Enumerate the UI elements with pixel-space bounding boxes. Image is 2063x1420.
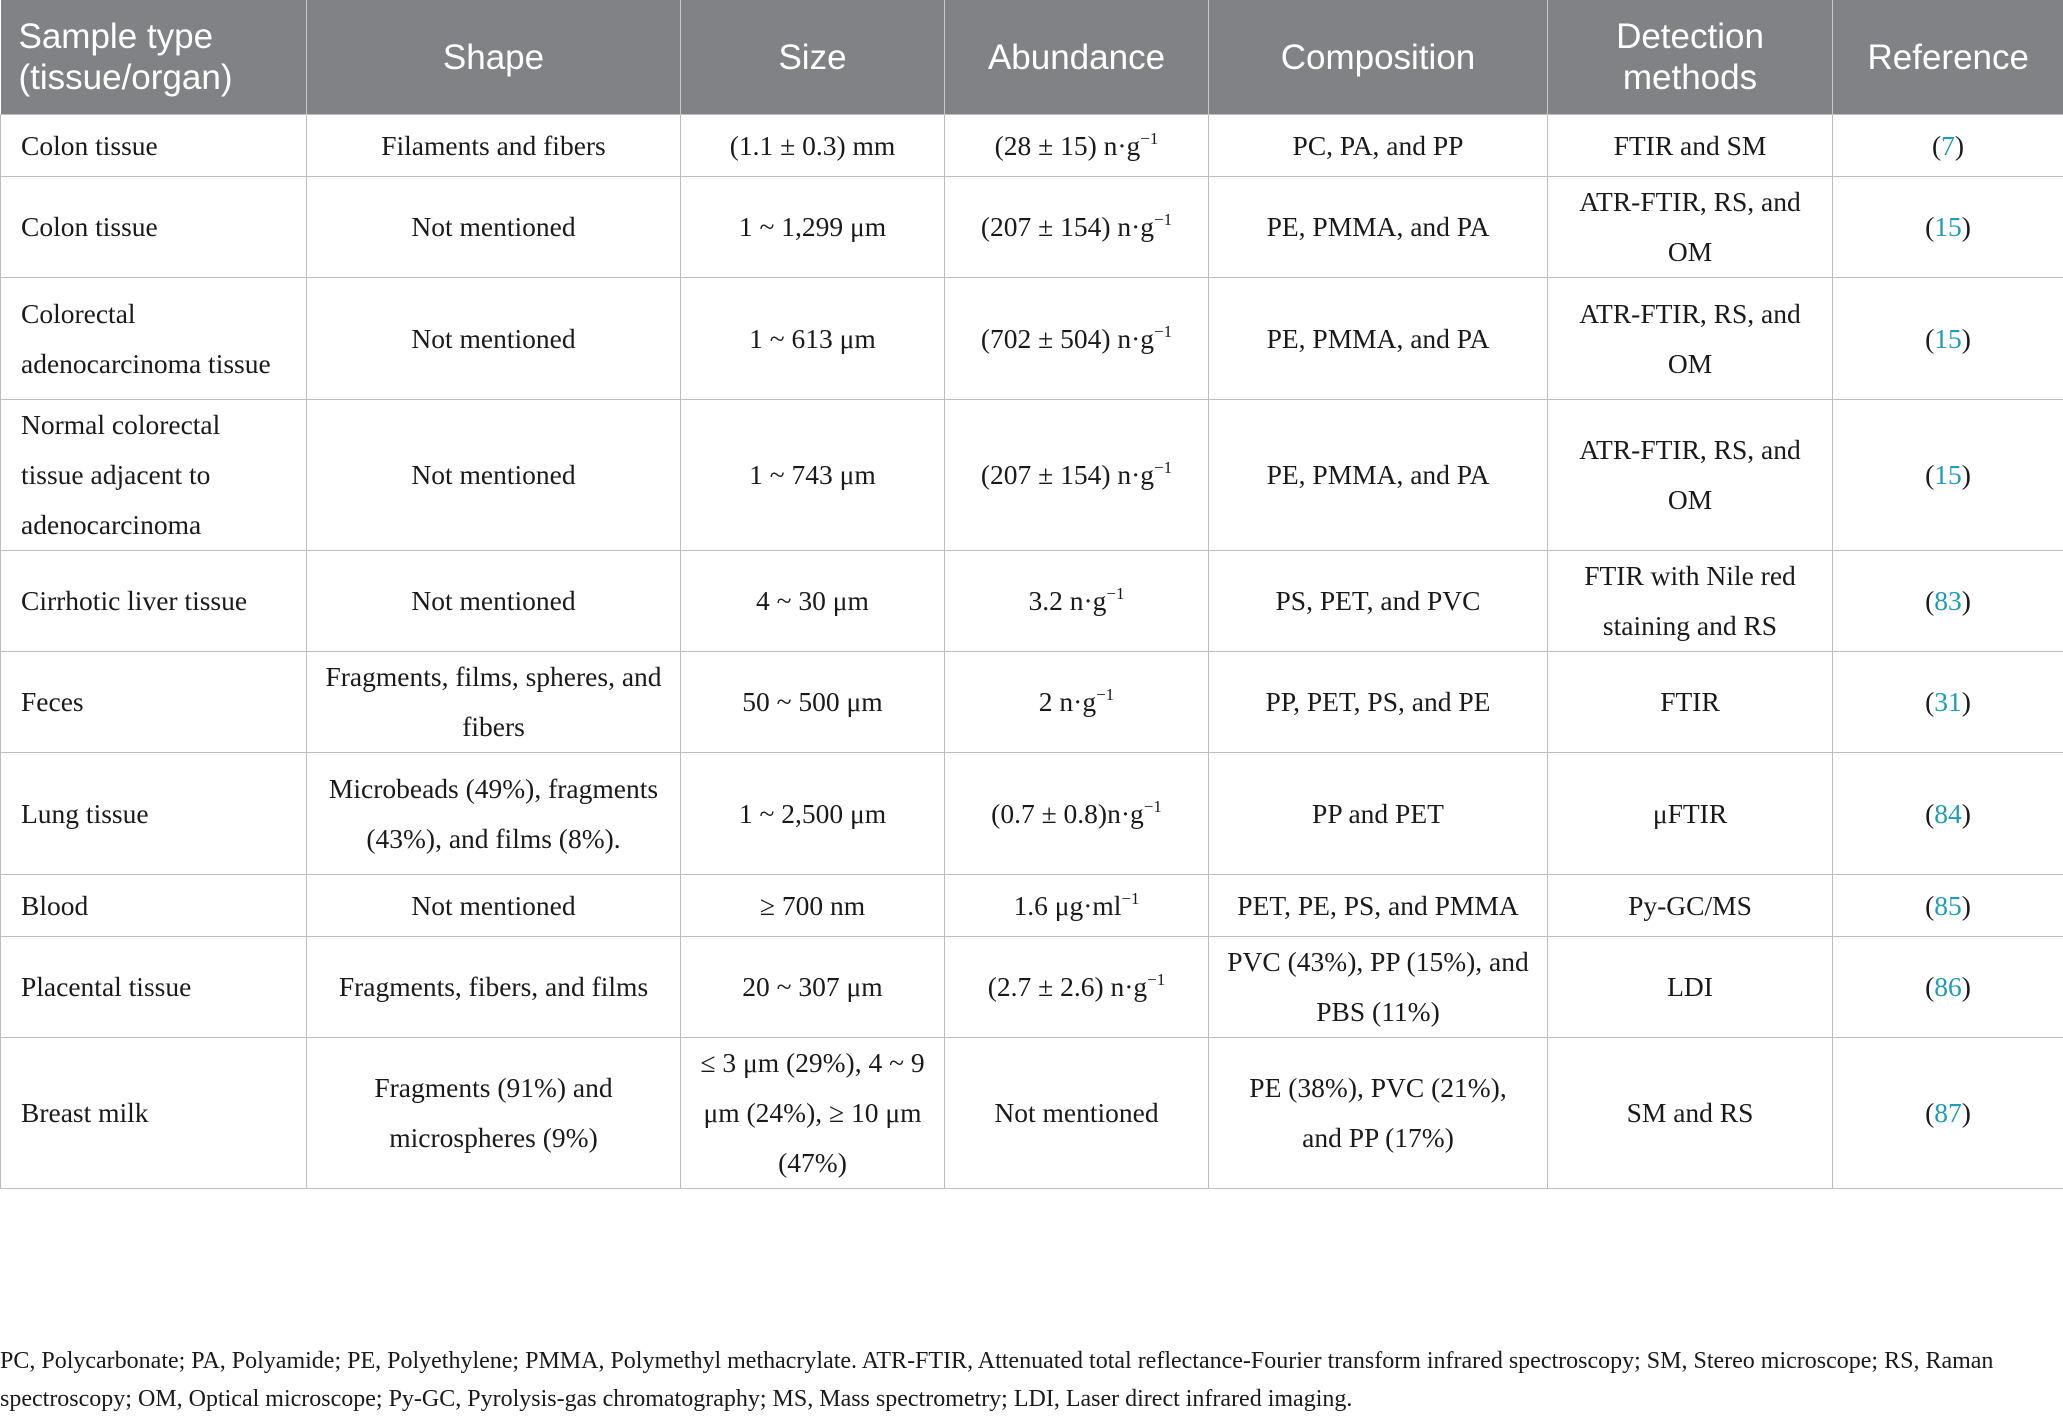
abundance-value: 1.6 μg·ml <box>1013 889 1122 921</box>
table-row <box>1 278 2063 400</box>
cell-sample-type: Feces <box>1 652 307 753</box>
cell-size: 1 ~ 613 μm <box>681 278 945 400</box>
reference-open-paren: ( <box>1925 889 1935 921</box>
table-row <box>1 937 2063 1038</box>
cell-reference <box>1833 177 2063 278</box>
reference-link[interactable]: 84 <box>1934 797 1962 829</box>
reference-close-paren: ) <box>1961 1097 1971 1128</box>
cell-detection-method: Py-GC/MS <box>1548 875 1833 937</box>
cell-size: 1 ~ 1,299 μm <box>681 177 945 278</box>
cell-detection-method: ATR-FTIR, RS, and OM <box>1548 400 1833 551</box>
header-composition: Composition <box>1209 0 1548 115</box>
abundance-unit-exponent: −1 <box>1106 584 1125 603</box>
header-detection-methods: Detection methods <box>1548 0 1833 115</box>
cell-abundance <box>945 753 1209 875</box>
cell-shape: Not mentioned <box>307 177 681 278</box>
reference-link[interactable]: 15 <box>1934 322 1962 354</box>
reference-close-paren: ) <box>1961 686 1971 717</box>
cell-shape: Filaments and fibers <box>307 115 681 177</box>
cell-size: ≤ 3 μm (29%), 4 ~ 9 μm (24%), ≥ 10 μm (47%) <box>681 1038 945 1189</box>
abundance-value: Not mentioned <box>994 1097 1159 1128</box>
reference-link[interactable]: 86 <box>1934 971 1962 1002</box>
abundance-value: (0.7 ± 0.8)n·g <box>991 797 1144 829</box>
cell-size: 1 ~ 2,500 μm <box>681 753 945 875</box>
cell-composition: PE, PMMA, and PA <box>1209 278 1548 400</box>
cell-shape: Microbeads (49%), fragments (43%), and films (8%). <box>307 753 681 875</box>
cell-reference <box>1833 115 2063 177</box>
reference-open-paren: ( <box>1925 686 1935 717</box>
header-row <box>1 0 2063 115</box>
header-reference: Reference <box>1833 0 2063 115</box>
cell-composition: PET, PE, PS, and PMMA <box>1209 875 1548 937</box>
abundance-unit-exponent: −1 <box>1154 321 1173 341</box>
cell-abundance <box>945 937 1209 1038</box>
table-footnote: PC, Polycarbonate; PA, Polyamide; PE, Polyethylene; PMMA, Polymethyl methacrylate. ATR-FTIR, Attenuated total reflectance-Fourier transform infrared spectroscopy; SM, Stereo microscope; RS, Raman spectroscopy; OM, Optical microscope; Py-GC, Pyrolysis-gas chromatography; MS, Mass spectrometry; LDI, Laser direct infrared imaging. <box>0 1348 1994 1412</box>
reference-open-paren: ( <box>1925 1097 1935 1128</box>
header-shape: Shape <box>307 0 681 115</box>
cell-composition: PS, PET, and PVC <box>1209 551 1548 652</box>
reference-close-paren: ) <box>1961 459 1971 490</box>
reference-link[interactable]: 85 <box>1934 889 1962 921</box>
reference-link[interactable]: 7 <box>1941 129 1955 161</box>
reference-open-paren: ( <box>1925 971 1935 1002</box>
cell-reference <box>1833 652 2063 753</box>
cell-abundance <box>945 400 1209 551</box>
abundance-value: (28 ± 15) n·g <box>994 129 1141 161</box>
cell-composition: PP and PET <box>1209 753 1548 875</box>
reference-link[interactable]: 83 <box>1934 585 1962 616</box>
reference-link[interactable]: 15 <box>1934 459 1962 490</box>
cell-sample-type: Colon tissue <box>1 115 307 177</box>
cell-sample-type: Breast milk <box>1 1038 307 1189</box>
cell-detection-method: FTIR with Nile red staining and RS <box>1548 551 1833 652</box>
table-row <box>1 177 2063 278</box>
cell-reference <box>1833 278 2063 400</box>
cell-abundance <box>945 875 1209 937</box>
cell-detection-method: μFTIR <box>1548 753 1833 875</box>
reference-open-paren: ( <box>1925 797 1935 829</box>
reference-close-paren: ) <box>1961 585 1971 616</box>
cell-sample-type: Placental tissue <box>1 937 307 1038</box>
cell-detection-method: LDI <box>1548 937 1833 1038</box>
table-row <box>1 652 2063 753</box>
abundance-unit-exponent: −1 <box>1154 458 1173 477</box>
table-row <box>1 875 2063 937</box>
table-row <box>1 400 2063 551</box>
cell-shape: Not mentioned <box>307 875 681 937</box>
cell-abundance <box>945 551 1209 652</box>
abundance-unit-exponent: −1 <box>1143 796 1162 816</box>
cell-sample-type: Lung tissue <box>1 753 307 875</box>
cell-size: 1 ~ 743 μm <box>681 400 945 551</box>
reference-link[interactable]: 15 <box>1934 211 1962 242</box>
reference-close-paren: ) <box>1961 889 1971 921</box>
abundance-unit-exponent: −1 <box>1121 888 1140 908</box>
reference-close-paren: ) <box>1961 797 1971 829</box>
cell-composition: PE (38%), PVC (21%), and PP (17%) <box>1209 1038 1548 1189</box>
table-row <box>1 753 2063 875</box>
cell-detection-method: ATR-FTIR, RS, and OM <box>1548 278 1833 400</box>
cell-composition: PE, PMMA, and PA <box>1209 400 1548 551</box>
cell-reference <box>1833 875 2063 937</box>
cell-size: ≥ 700 nm <box>681 875 945 937</box>
table-row <box>1 115 2063 177</box>
abundance-value: 2 n·g <box>1038 686 1097 717</box>
abundance-value: (207 ± 154) n·g <box>980 211 1155 242</box>
cell-shape: Fragments, fibers, and films <box>307 937 681 1038</box>
cell-composition: PP, PET, PS, and PE <box>1209 652 1548 753</box>
cell-abundance <box>945 278 1209 400</box>
abundance-unit-exponent: −1 <box>1096 685 1115 704</box>
cell-detection-method: FTIR <box>1548 652 1833 753</box>
cell-sample-type: Cirrhotic liver tissue <box>1 551 307 652</box>
cell-sample-type: Colon tissue <box>1 177 307 278</box>
cell-reference <box>1833 400 2063 551</box>
cell-composition: PVC (43%), PP (15%), and PBS (11%) <box>1209 937 1548 1038</box>
cell-shape: Fragments, films, spheres, and fibers <box>307 652 681 753</box>
cell-abundance <box>945 652 1209 753</box>
cell-abundance <box>945 1038 1209 1189</box>
reference-close-paren: ) <box>1961 211 1971 242</box>
abundance-unit-exponent: −1 <box>1147 970 1166 989</box>
cell-sample-type: Normal colorectal tissue adjacent to adenocarcinoma <box>1 400 307 551</box>
header-sample-type: Sample type (tissue/organ) <box>1 0 307 115</box>
abundance-value: 3.2 n·g <box>1028 585 1107 616</box>
cell-detection-method: SM and RS <box>1548 1038 1833 1189</box>
cell-sample-type: Blood <box>1 875 307 937</box>
cell-sample-type: Colorectal adenocarcinoma tissue <box>1 278 307 400</box>
cell-composition: PE, PMMA, and PA <box>1209 177 1548 278</box>
reference-open-paren: ( <box>1925 585 1935 616</box>
abundance-value: (702 ± 504) n·g <box>980 322 1155 354</box>
table-row <box>1 1038 2063 1189</box>
reference-open-paren: ( <box>1931 129 1942 161</box>
cell-detection-method: FTIR and SM <box>1548 115 1833 177</box>
cell-shape: Fragments (91%) and microspheres (9%) <box>307 1038 681 1189</box>
cell-shape: Not mentioned <box>307 400 681 551</box>
header-abundance: Abundance <box>945 0 1209 115</box>
reference-close-paren: ) <box>1961 322 1971 354</box>
cell-reference <box>1833 551 2063 652</box>
reference-link[interactable]: 31 <box>1934 686 1962 717</box>
cell-size: 50 ~ 500 μm <box>681 652 945 753</box>
reference-open-paren: ( <box>1925 211 1935 242</box>
cell-size: 20 ~ 307 μm <box>681 937 945 1038</box>
cell-reference <box>1833 937 2063 1038</box>
cell-size: (1.1 ± 0.3) mm <box>681 115 945 177</box>
cell-abundance <box>945 115 1209 177</box>
reference-close-paren: ) <box>1954 129 1965 161</box>
reference-open-paren: ( <box>1925 459 1935 490</box>
reference-close-paren: ) <box>1961 971 1971 1002</box>
header-size: Size <box>681 0 945 115</box>
cell-reference <box>1833 753 2063 875</box>
reference-link[interactable]: 87 <box>1934 1097 1962 1128</box>
cell-reference <box>1833 1038 2063 1189</box>
abundance-unit-exponent: −1 <box>1154 210 1173 229</box>
cell-composition: PC, PA, and PP <box>1209 115 1548 177</box>
cell-shape: Not mentioned <box>307 278 681 400</box>
cell-abundance <box>945 177 1209 278</box>
cell-shape: Not mentioned <box>307 551 681 652</box>
cell-detection-method: ATR-FTIR, RS, and OM <box>1548 177 1833 278</box>
reference-open-paren: ( <box>1925 322 1935 354</box>
table-row <box>1 551 2063 652</box>
abundance-value: (207 ± 154) n·g <box>980 459 1155 490</box>
abundance-value: (2.7 ± 2.6) n·g <box>987 971 1148 1002</box>
cell-size: 4 ~ 30 μm <box>681 551 945 652</box>
abundance-unit-exponent: −1 <box>1140 128 1159 148</box>
